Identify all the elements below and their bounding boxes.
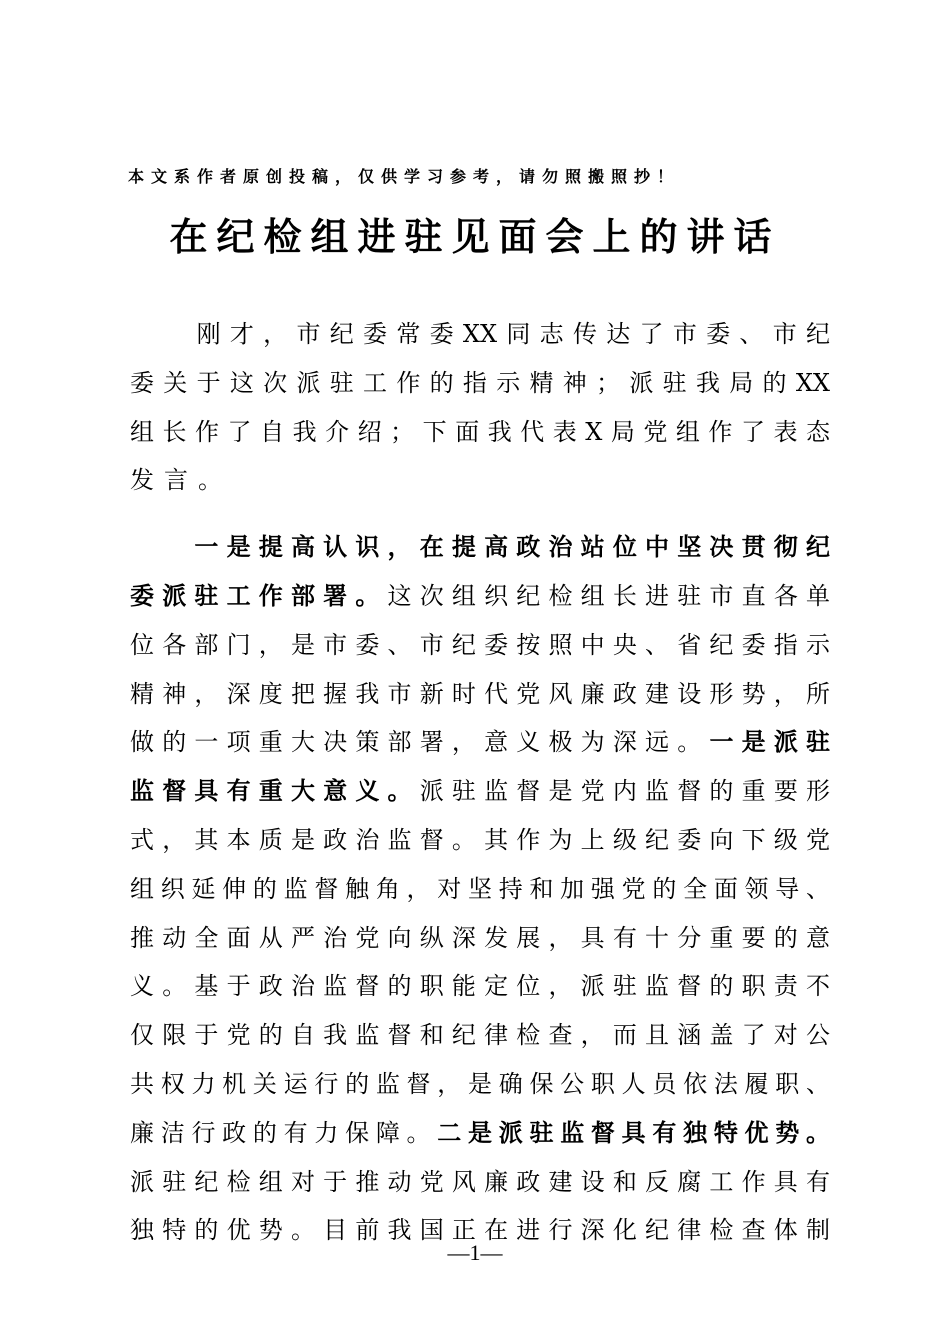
document-body — [130, 310, 830, 1255]
section-heading-end: 委派驻工作部署。 — [130, 580, 388, 610]
text-line: 式，其本质是政治监督。其作为上级纪委向下级党 — [130, 825, 830, 854]
subpoint-heading: 二是派驻监督具有独特优势。 — [437, 1117, 831, 1147]
text-line — [130, 767, 830, 816]
text-run: 派驻监督是党内监督的重要形 — [419, 777, 831, 806]
text-run: 做的一项重大决策部署，意义极为深远。 — [130, 728, 710, 757]
text-line: 共权力机关运行的监督，是确保公职人员依法履职、 — [130, 1069, 830, 1098]
page-number: —1— — [447, 1240, 503, 1265]
text-line: 推动全面从严治党向纵深发展，具有十分重要的意 — [130, 923, 830, 952]
paragraph-intro — [130, 310, 830, 505]
section-heading-line: 一是提高认识，在提高政治站位中坚决贯彻纪 — [130, 532, 830, 562]
text-line: 委关于这次派驻工作的指示精神；派驻我局的XX — [130, 368, 830, 397]
text-run: 这次组织纪检组长进驻市直各单 — [387, 581, 831, 610]
text-line — [130, 1109, 830, 1158]
text-line: 组织延伸的监督触角，对坚持和加强党的全面领导、 — [130, 874, 830, 903]
text-line: 发言。 — [130, 466, 232, 495]
text-line: 派驻纪检组对于推动党风廉政建设和反腐工作具有 — [130, 1167, 830, 1196]
document-title: 在纪检组进驻见面会上的讲话 — [169, 214, 781, 259]
text-line: 仅限于党的自我监督和纪律检查，而且涵盖了对公 — [130, 1021, 830, 1050]
copyright-notice: 本文系作者原创投稿，仅供学习参考，请勿照搬照抄！ — [128, 167, 681, 186]
text-line: 独特的优势。目前我国正在进行深化纪律检查体制 — [130, 1216, 830, 1245]
text-line: 精神，深度把握我市新时代党风廉政建设形势，所 — [130, 679, 830, 708]
text-line: 组长作了自我介绍；下面我代表X局党组作了表态 — [130, 417, 830, 446]
text-line: 义。基于政治监督的职能定位，派驻监督的职责不 — [130, 972, 830, 1001]
subpoint-heading: 监督具有重大意义。 — [130, 776, 420, 806]
subpoint-heading: 一是派驻 — [709, 727, 831, 757]
text-run: 廉洁行政的有力保障。 — [130, 1118, 438, 1147]
text-line: 刚才，市纪委常委XX同志传达了市委、市纪 — [130, 320, 830, 348]
text-line — [130, 572, 830, 621]
paragraph-point-one — [130, 523, 830, 1255]
text-line — [130, 718, 830, 767]
text-line: 位各部门，是市委、市纪委按照中央、省纪委指示 — [130, 630, 830, 659]
